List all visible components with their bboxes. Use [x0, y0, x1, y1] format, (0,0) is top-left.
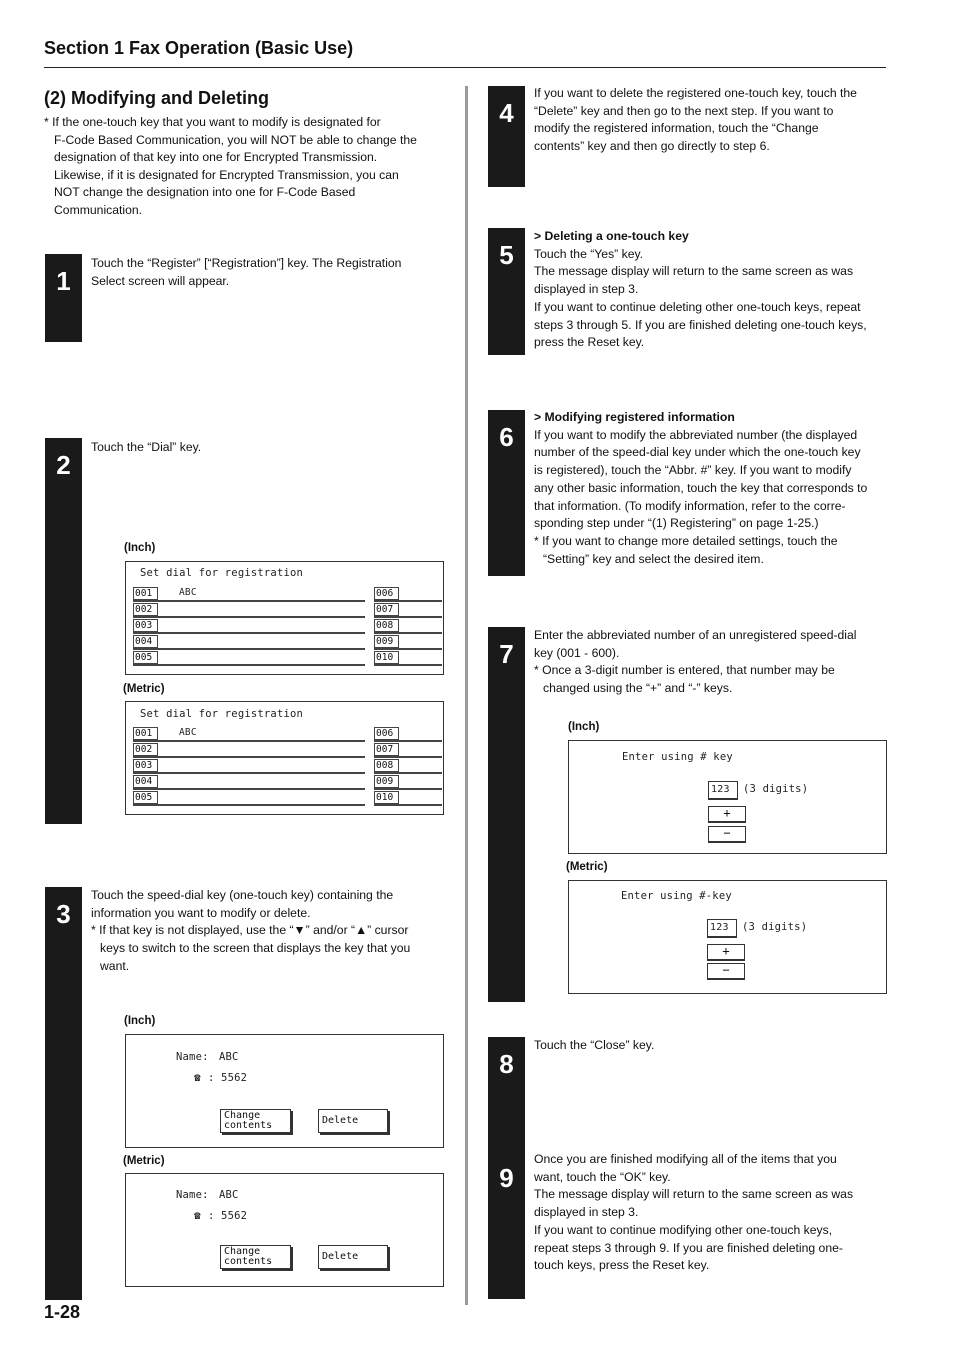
step-line: key (001 - 600). — [534, 645, 620, 660]
speed-dial-row[interactable] — [133, 587, 365, 602]
step-line: contents” key and then go directly to step 6. — [534, 139, 770, 154]
step-line: Once you are finished modifying all of the items that you — [534, 1152, 837, 1166]
step-line: displayed in step 3. — [534, 1205, 639, 1220]
minus-button[interactable]: − — [708, 826, 746, 843]
step-2-text: Touch the “Dial” key. — [91, 440, 202, 454]
dial-number: 010 — [374, 791, 399, 804]
screen-title: Set dial for registration — [140, 708, 304, 720]
abbr-number-input[interactable]: 123 — [708, 781, 738, 800]
step-2-bar — [45, 438, 82, 824]
step-note: “Setting” key and select the desired item. — [543, 551, 764, 566]
button-label: contents — [224, 1120, 273, 1131]
speed-dial-row[interactable] — [133, 603, 365, 618]
intro-line: F-Code Based Communication, you will NOT be able to change the — [54, 132, 417, 147]
speed-dial-row[interactable] — [133, 651, 365, 666]
step-line: The message display will return to the same screen as was — [534, 264, 854, 279]
digits-hint: (3 digits) — [743, 783, 809, 795]
step-number: 8 — [499, 1049, 514, 1079]
step-line: repeat steps 3 through 9. If you are finished deleting one- — [534, 1240, 843, 1255]
dial-number: 001 — [133, 587, 158, 600]
step-line: information you want to modify or delete. — [91, 905, 311, 920]
delete-button[interactable]: Delete — [318, 1245, 388, 1269]
enter-screen-inch — [568, 740, 887, 854]
section-header: Section 1 Fax Operation (Basic Use) — [44, 38, 354, 58]
change-contents-button[interactable] — [220, 1109, 291, 1133]
speed-dial-row[interactable] — [374, 791, 442, 806]
name-screen-metric — [125, 1173, 444, 1287]
dial-number: 006 — [374, 727, 399, 740]
speed-dial-row[interactable] — [133, 727, 365, 742]
phone-icon: ☎ — [194, 1209, 201, 1222]
section-title: (2) Modifying and Deleting — [44, 88, 269, 108]
dial-number: 009 — [374, 775, 399, 788]
inch-caption: (Inch) — [124, 542, 156, 554]
step-6-text — [534, 409, 894, 568]
dial-number: 002 — [133, 743, 158, 756]
step-number: 2 — [56, 450, 71, 480]
step-note: * If you want to change more detailed settings, touch the — [534, 533, 838, 548]
digits-hint: (3 digits) — [742, 921, 808, 933]
change-contents-button[interactable] — [220, 1245, 291, 1269]
intro-note — [44, 114, 444, 220]
step-6-bar — [488, 410, 525, 576]
step-line: Touch the “Yes” key. — [534, 246, 644, 261]
dial-number: 008 — [374, 619, 399, 632]
metric-caption: (Metric) — [123, 1155, 165, 1167]
header-rule — [44, 67, 886, 68]
intro-line: * If the one-touch key that you want to modify is designated for — [44, 115, 381, 129]
enter-screen-metric — [568, 880, 887, 994]
dial-number: 007 — [374, 603, 399, 616]
dial-screen-inch — [125, 561, 444, 675]
metric-caption: (Metric) — [123, 683, 165, 695]
step-line: number of the speed-dial key under which the one-touch key — [534, 445, 861, 460]
dial-name: ABC — [179, 587, 197, 598]
speed-dial-row[interactable] — [374, 635, 442, 650]
step-line: press the Reset key. — [534, 335, 645, 350]
step-number: 4 — [499, 98, 514, 128]
step-heading: > Deleting a one-touch key — [534, 229, 689, 243]
step-number: 6 — [499, 422, 514, 452]
step-line: any other basic information, touch the key that corresponds to — [534, 480, 868, 495]
button-label: contents — [224, 1256, 273, 1267]
speed-dial-row[interactable] — [374, 743, 442, 758]
intro-line: NOT change the designation into one for F-Code Based — [54, 185, 356, 200]
step-line: that information. (To modify information, refer to the corre- — [534, 498, 846, 513]
button-label: Change — [224, 1110, 261, 1121]
step-7-text — [534, 627, 889, 698]
screen-title: Enter using # key — [622, 751, 733, 763]
step-1-text — [91, 255, 451, 290]
plus-button[interactable]: + — [708, 806, 746, 823]
step-9-text — [534, 1151, 889, 1275]
dial-number: 007 — [374, 743, 399, 756]
step-heading: > Modifying registered information — [534, 410, 735, 424]
step-9-bar — [488, 1151, 525, 1299]
minus-button[interactable]: − — [707, 963, 745, 980]
step-4-bar — [488, 86, 525, 187]
intro-line: Likewise, if it is designated for Encrypted Transmission, you can — [54, 167, 399, 182]
step-line: Select screen will appear. — [91, 273, 230, 288]
phone-number: : 5562 — [208, 1210, 248, 1222]
dial-number: 009 — [374, 635, 399, 648]
button-label: Change — [224, 1246, 261, 1257]
step-line: “Delete” key and then go to the next step. If you want to — [534, 103, 834, 118]
step-5-text — [534, 228, 889, 352]
speed-dial-row[interactable] — [133, 619, 365, 634]
step-line: want, touch the “OK” key. — [534, 1169, 671, 1184]
step-line: is registered), touch the “Abbr. #” key. If you want to modify — [534, 463, 852, 478]
plus-button[interactable]: + — [707, 944, 745, 961]
speed-dial-row[interactable] — [374, 603, 442, 618]
page-number: 1-28 — [44, 1302, 81, 1322]
dial-number: 004 — [133, 775, 158, 788]
column-divider — [465, 86, 468, 1305]
step-number: 7 — [499, 639, 514, 669]
step-note: * Once a 3-digit number is entered, that number may be — [534, 663, 835, 678]
dial-number: 010 — [374, 651, 399, 664]
dial-number: 005 — [133, 651, 158, 664]
screen-title: Set dial for registration — [140, 567, 304, 579]
dial-number: 005 — [133, 791, 158, 804]
step-note: keys to switch to the screen that displays the key that you — [100, 941, 411, 956]
inch-caption: (Inch) — [568, 721, 600, 733]
step-3-text — [91, 887, 451, 976]
name-value: ABC — [219, 1189, 239, 1201]
speed-dial-row[interactable] — [374, 587, 442, 602]
dial-number: 004 — [133, 635, 158, 648]
step-number: 9 — [499, 1163, 514, 1193]
abbr-number-input[interactable]: 123 — [707, 919, 737, 938]
step-number: 3 — [56, 899, 71, 929]
step-line: sponding step under “(1) Registering” on page 1-25.) — [534, 516, 819, 531]
step-4-text — [534, 85, 889, 156]
phone-icon: ☎ — [194, 1071, 201, 1084]
step-5-bar — [488, 228, 525, 355]
step-line: If you want to modify the abbreviated number (the displayed — [534, 427, 858, 442]
speed-dial-row[interactable] — [374, 775, 442, 790]
step-1-bar — [45, 254, 82, 342]
metric-caption: (Metric) — [566, 861, 608, 873]
screen-title: Enter using #-key — [621, 890, 732, 902]
intro-line: designation of that key into one for Encrypted Transmission. — [54, 150, 378, 165]
step-note: want. — [100, 958, 130, 973]
speed-dial-row[interactable] — [133, 635, 365, 650]
dial-number: 002 — [133, 603, 158, 616]
step-line: Touch the speed-dial key (one-touch key) containing the — [91, 888, 394, 902]
step-8-text: Touch the “Close” key. — [534, 1038, 655, 1052]
speed-dial-row[interactable] — [374, 619, 442, 634]
step-number: 5 — [499, 240, 514, 270]
speed-dial-row[interactable] — [133, 743, 365, 758]
dial-number: 008 — [374, 759, 399, 772]
step-line: Enter the abbreviated number of an unregistered speed-dial — [534, 628, 857, 642]
step-line: modify the registered information, touch the “Change — [534, 121, 819, 136]
speed-dial-row[interactable] — [374, 651, 442, 666]
step-8-bar — [488, 1037, 525, 1155]
delete-button[interactable]: Delete — [318, 1109, 388, 1133]
name-label: Name: — [176, 1189, 209, 1201]
step-3-bar — [45, 887, 82, 1300]
step-number: 1 — [56, 266, 71, 296]
dial-screen-metric — [125, 701, 444, 815]
dial-number: 006 — [374, 587, 399, 600]
step-line: If you want to continue deleting other one-touch keys, repeat — [534, 299, 861, 314]
step-line: steps 3 through 5. If you are finished deleting one-touch keys, — [534, 317, 867, 332]
name-label: Name: — [176, 1051, 209, 1063]
step-note: * If that key is not displayed, use the “▼” and/or “▲” cursor — [91, 923, 409, 938]
dial-number: 003 — [133, 619, 158, 632]
speed-dial-row[interactable] — [374, 727, 442, 742]
phone-number: : 5562 — [208, 1072, 248, 1084]
step-line: Touch the “Register” [“Registration”] key. The Registration — [91, 256, 402, 270]
speed-dial-row[interactable] — [133, 775, 365, 790]
step-line: The message display will return to the same screen as was — [534, 1187, 854, 1202]
step-line: If you want to delete the registered one-touch key, touch the — [534, 86, 857, 100]
name-value: ABC — [219, 1051, 239, 1063]
step-7-bar — [488, 627, 525, 1002]
speed-dial-row[interactable] — [374, 759, 442, 774]
speed-dial-row[interactable] — [133, 759, 365, 774]
step-note: changed using the “+” and “-” keys. — [543, 681, 733, 696]
dial-number: 003 — [133, 759, 158, 772]
step-line: touch keys, press the Reset key. — [534, 1258, 710, 1273]
intro-line: Communication. — [54, 202, 143, 217]
inch-caption: (Inch) — [124, 1015, 156, 1027]
dial-number: 001 — [133, 727, 158, 740]
dial-name: ABC — [179, 727, 197, 738]
step-line: If you want to continue modifying other one-touch keys, — [534, 1222, 833, 1237]
step-line: displayed in step 3. — [534, 282, 639, 297]
name-screen-inch — [125, 1034, 444, 1148]
speed-dial-row[interactable] — [133, 791, 365, 806]
